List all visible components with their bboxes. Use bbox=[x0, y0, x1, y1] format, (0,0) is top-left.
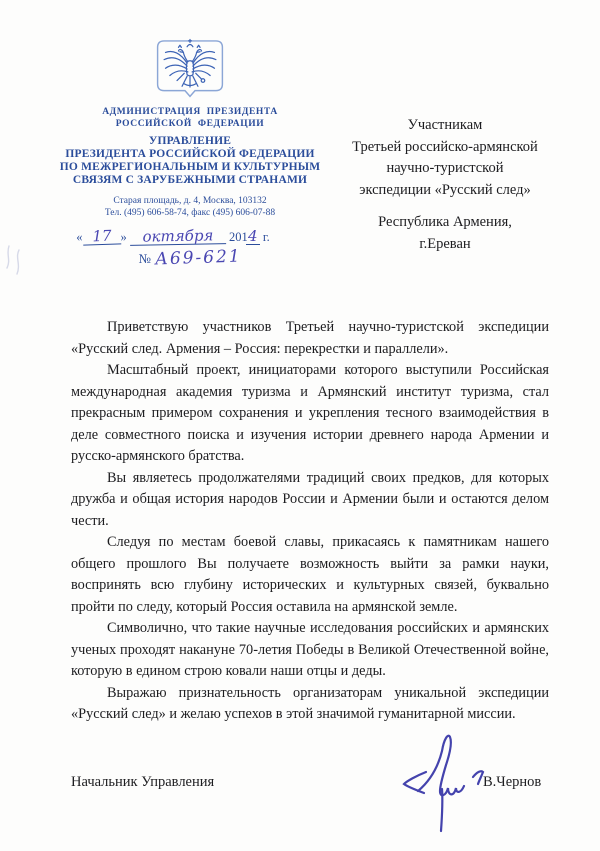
letterhead bbox=[55, 36, 325, 268]
number-sign: № bbox=[138, 251, 151, 266]
handwritten-year-digit: 4 bbox=[246, 229, 260, 245]
paragraph: Вы являетесь продолжателями традиций своих предков, для которых дружба и общая история народов России и Армении были и остаются делом чести. bbox=[71, 469, 549, 529]
date-line bbox=[55, 226, 325, 246]
dept-line-1: УПРАВЛЕНИЕ bbox=[148, 135, 232, 147]
signatory-name: В.Чернов bbox=[483, 774, 542, 790]
letterhead-department bbox=[55, 135, 325, 187]
addressee-block bbox=[338, 115, 552, 255]
margin-pen-scribble bbox=[3, 244, 29, 278]
year-printed: 201 bbox=[229, 230, 248, 244]
handwritten-day: 17 bbox=[82, 228, 121, 245]
org-line-2: РОССИЙСКОЙ ФЕДЕРАЦИИ bbox=[115, 118, 265, 129]
dept-line-2: ПРЕЗИДЕНТА РОССИЙСКОЙ ФЕДЕРАЦИИ bbox=[65, 148, 315, 160]
handwritten-document-number: А69-621 bbox=[154, 246, 242, 270]
dept-line-4: СВЯЗЯМ С ЗАРУБЕЖНЫМИ СТРАНАМИ bbox=[72, 174, 308, 186]
paragraph: Приветствую участников Третьей научно-туристской экспедиции «Русский след. Армения – Россия: перекрестки и параллели». bbox=[71, 319, 549, 357]
handwritten-signature-icon bbox=[398, 727, 488, 837]
document-number-line bbox=[55, 248, 325, 268]
addressee-location bbox=[338, 212, 552, 255]
open-quote: « bbox=[76, 230, 83, 244]
paragraph: Выражаю признательность организаторам уникальной экспедиции «Русский след» и желаю успехов в этой значимой гуманитарной миссии. bbox=[71, 684, 549, 722]
handwritten-month: октября bbox=[130, 228, 226, 246]
year-suffix: г. bbox=[262, 230, 270, 244]
paragraph: Символично, что такие научные исследования российских и армянских ученых проходят накануне 70-летия Победы в Великой Отечественной войне, которую в едином строю ковали наши отцы и деды. bbox=[71, 620, 549, 679]
paragraph: Масштабный проект, инициаторами которого выступили Российская международная академия туризма и Армянский институт туризма, стал прекрасным примером сохранения и укрепления тесного взаимодействия в деле совместного поиска и изучения истории древнего народа Армении и русско-армянского братства. bbox=[71, 362, 549, 464]
addressee-line: Третьей российско-армянской bbox=[352, 138, 538, 155]
addressee-line: научно-туристской bbox=[386, 160, 504, 176]
signatory-title: Начальник Управления bbox=[71, 774, 215, 790]
location-line: г.Ереван bbox=[419, 235, 471, 252]
addressee-line: Участникам bbox=[407, 117, 483, 133]
address-line-1: Старая площадь, д. 4, Москва, 103132 bbox=[113, 196, 267, 206]
russia-coat-of-arms-icon bbox=[154, 36, 226, 102]
org-line-1: АДМИНИСТРАЦИЯ ПРЕЗИДЕНТА bbox=[102, 107, 278, 117]
letterhead-address bbox=[55, 196, 325, 219]
address-line-2: Тел. (495) 606-58-74, факс (495) 606-07-88 bbox=[104, 207, 276, 218]
dept-line-3: ПО МЕЖРЕГИОНАЛЬНЫМ И КУЛЬТУРНЫМ bbox=[59, 161, 321, 173]
letterhead-organization bbox=[55, 107, 325, 130]
paragraph: Следуя по местам боевой славы, прикасаясь к памятникам нашего общего прошлого Вы получаете возможность выйти за рамки науки, воспринять всю глубину исторических и культурных связей, буквально пройти по следу, который Россия оставила на армянской земле. bbox=[71, 534, 549, 615]
addressee-line: экспедиции «Русский след» bbox=[359, 181, 531, 198]
location-line: Республика Армения, bbox=[378, 214, 512, 230]
close-quote: » bbox=[120, 230, 127, 244]
letter-body bbox=[71, 317, 549, 726]
